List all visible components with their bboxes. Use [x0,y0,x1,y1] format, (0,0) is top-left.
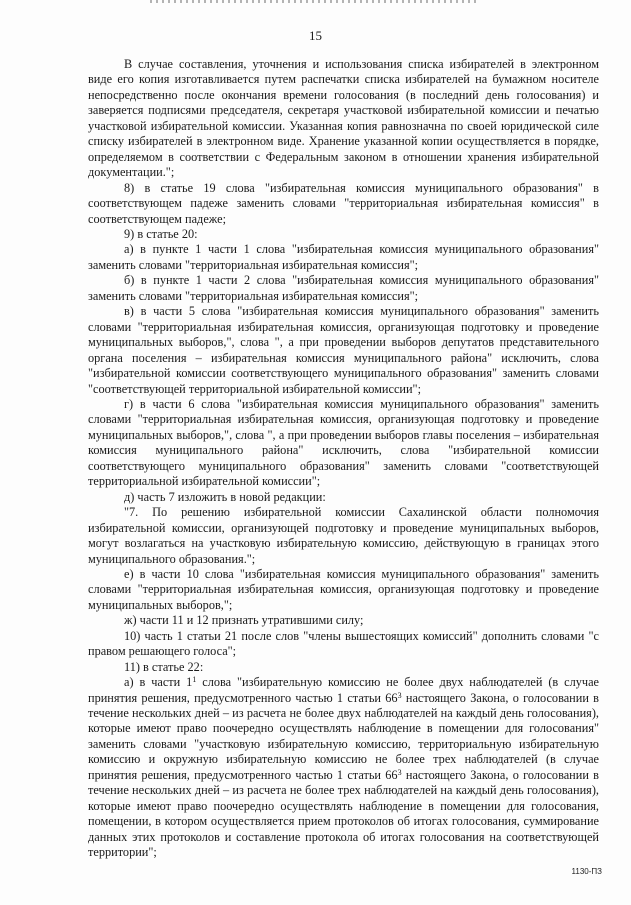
paragraph: ж) части 11 и 12 признать утратившими силу; [124,613,364,628]
paragraph: В случае составления, уточнения и использования списка избирателей в электронном виде его копия изготавливается путем распечатки списка избирателей на бумажном носителе непосредственно после окончания времени голосования (в последний день голосования) и заверяется подписями председателя, секретаря участковой избирательной комиссии и печатью участковой избирательной комиссии. Указанная копия равнозначна по своей юридической силе списку избирателей в электронном виде. Хранение указанной копии осуществляется в порядке, определяемом в соответствии с Федеральным законом в отношении хранения избирательной документации."; [88,57,599,180]
superscript: 1 [192,675,197,685]
paragraph: б) в пункте 1 части 2 слова "избирательная комиссия муниципального образования" заменить словами "территориальная избирательная комиссия"; [88,273,599,303]
paragraph: 10) часть 1 статьи 21 после слов "члены вышестоящих комиссий" дополнить словами "с правом решающего голоса"; [88,628,599,659]
paragraph [88,675,599,860]
page-number: 15 [309,28,322,43]
document-code: 1130-ПЗ [571,867,602,876]
paragraph: г) в части 6 слова "избирательная комиссия муниципального образования" заменить словами "территориальная избирательная комиссия, организующая подготовку и проведение муниципальных выборов,", слова ", а при проведении выборов главы поселения – избирательная комиссия муниципального района" исключить, слова "избирательной комиссии соответствующего муниципального образования" заменить словами "соответствующей территориальной избирательной комиссии"; [88,396,599,489]
superscript: 3 [397,690,402,700]
text-run: а) в части 1 [124,675,193,690]
paragraph: е) в части 10 слова "избирательная комиссия муниципального образования" заменить словами "территориальная избирательная комиссия, организующая подготовку и проведение муниципальных выборов,"; [88,566,599,612]
document-body [88,57,599,861]
superscript: 3 [397,767,402,777]
text-run: настоящего Закона, о голосовании в течение нескольких дней – из расчета не более трех наблюдателей на каждый день голосования), которые имеют право поочередно осуществлять наблюдение в помещении для голосования, помещении, в котором осуществляется прием протоколов об итогах голосования, суммирование данных этих протоколов и составление протокола об итогах голосования на соответствующей территории"; [88,767,599,860]
text-run: слова "избирательную комиссию не более двух наблюдателей (в случае принятия решения, предусмотренного частью 1 статьи 66 [88,675,599,705]
paragraph: 9) в статье 20: [124,226,198,241]
scan-artifact [150,0,480,3]
paragraph: "7. По решению избирательной комиссии Сахалинской области полномочия избирательной комиссии, организующей подготовку и проведение муниципальных выборов, могут возлагаться на участковую избирательную комиссию, действующую в границах этого муниципального образования."; [88,505,599,566]
paragraph: 11) в статье 22: [124,659,204,674]
paragraph: 8) в статье 19 слова "избирательная комиссия муниципального образования" в соответствующем падеже заменить словами "территориальная избирательная комиссия" в соответствующем падеже; [88,180,599,226]
paragraph: д) часть 7 изложить в новой редакции: [124,489,326,504]
text-run: настоящего Закона, о голосовании в течение нескольких дней – из расчета не более двух наблюдателей на каждый день голосования), которые имеют право поочередно осуществлять наблюдение в помещении для голосования" заменить словами "участковую избирательную комиссию, территориальную избирательную комиссию и окружную избирательную комиссию не более трех наблюдателей (в случае принятия решения, предусмотренного частью 1 статьи 66 [88,690,599,782]
paragraph: в) в части 5 слова "избирательная комиссия муниципального образования" заменить словами "территориальная избирательная комиссия, организующая подготовку и проведение муниципальных выборов,", слова ", а при проведении выборов депутатов представительного органа поселения – избирательная комиссия муниципального района" исключить, слова "избирательной комиссии соответствующего муниципального образования" заменить словами "соответствующей территориальной избирательной комиссии"; [88,304,599,396]
paragraph: а) в пункте 1 части 1 слова "избирательная комиссия муниципального образования" заменить словами "территориальная избирательная комиссия"; [88,242,599,272]
